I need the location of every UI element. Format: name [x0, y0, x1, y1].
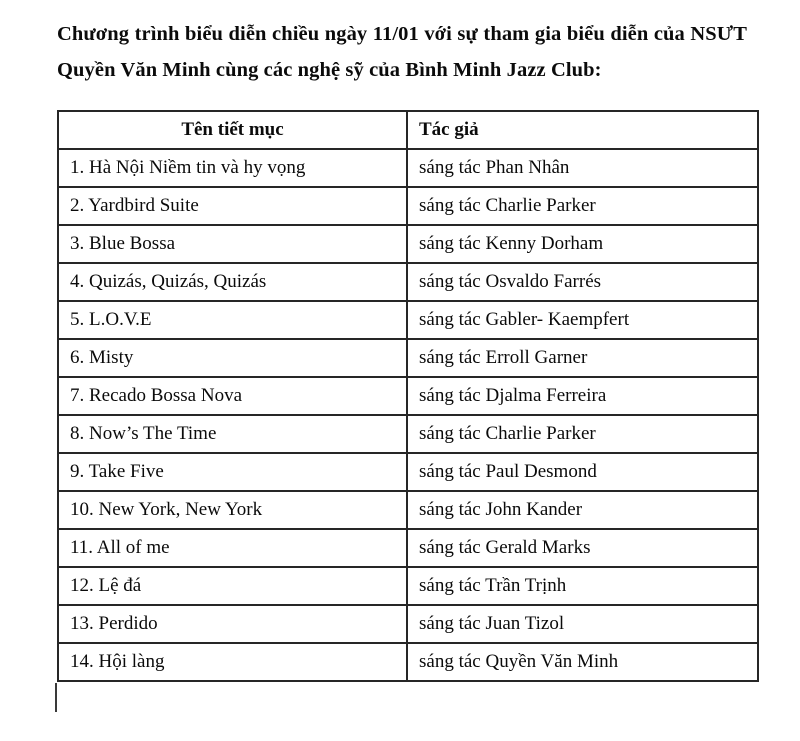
- table-row: [58, 605, 758, 643]
- table-row: [58, 415, 758, 453]
- column-header-author: Tác giả: [407, 111, 758, 149]
- program-heading: Chương trình biểu diễn chiều ngày 11/01 với sự tham gia biểu diễn của NSƯT Quyền Văn Minh cùng các nghệ sỹ của Bình Minh Jazz Club:: [57, 23, 747, 81]
- column-header-song: Tên tiết mục: [58, 111, 407, 149]
- song-cell: 5. L.O.V.E: [58, 301, 407, 339]
- table-row: [58, 301, 758, 339]
- table-row: [58, 453, 758, 491]
- song-cell: 10. New York, New York: [58, 491, 407, 529]
- author-cell: sáng tác Gabler- Kaempfert: [407, 301, 758, 339]
- song-table: [57, 110, 759, 682]
- author-cell: sáng tác Phan Nhân: [407, 149, 758, 187]
- table-row: [58, 339, 758, 377]
- table-row: [58, 491, 758, 529]
- song-cell: 11. All of me: [58, 529, 407, 567]
- song-cell: 4. Quizás, Quizás, Quizás: [58, 263, 407, 301]
- song-cell: 13. Perdido: [58, 605, 407, 643]
- author-cell: sáng tác John Kander: [407, 491, 758, 529]
- author-cell: sáng tác Osvaldo Farrés: [407, 263, 758, 301]
- table-row: [58, 149, 758, 187]
- table-row: [58, 643, 758, 681]
- table-row: [58, 187, 758, 225]
- song-cell: 2. Yardbird Suite: [58, 187, 407, 225]
- song-table-header: [58, 111, 758, 149]
- text-cursor: [55, 683, 57, 712]
- author-cell: sáng tác Kenny Dorham: [407, 225, 758, 263]
- author-cell: sáng tác Paul Desmond: [407, 453, 758, 491]
- author-cell: sáng tác Erroll Garner: [407, 339, 758, 377]
- song-cell: 9. Take Five: [58, 453, 407, 491]
- table-row: [58, 263, 758, 301]
- table-row: [58, 567, 758, 605]
- song-table-body: [58, 149, 758, 681]
- table-row: [58, 225, 758, 263]
- song-cell: 12. Lệ đá: [58, 567, 407, 605]
- song-cell: 3. Blue Bossa: [58, 225, 407, 263]
- author-cell: sáng tác Djalma Ferreira: [407, 377, 758, 415]
- table-row: [58, 529, 758, 567]
- song-cell: 7. Recado Bossa Nova: [58, 377, 407, 415]
- header-row: [58, 111, 758, 149]
- author-cell: sáng tác Charlie Parker: [407, 187, 758, 225]
- table-row: [58, 377, 758, 415]
- author-cell: sáng tác Quyền Văn Minh: [407, 643, 758, 681]
- author-cell: sáng tác Juan Tizol: [407, 605, 758, 643]
- author-cell: sáng tác Trần Trịnh: [407, 567, 758, 605]
- author-cell: sáng tác Gerald Marks: [407, 529, 758, 567]
- song-cell: 1. Hà Nội Niềm tin và hy vọng: [58, 149, 407, 187]
- song-cell: 8. Now’s The Time: [58, 415, 407, 453]
- song-cell: 6. Misty: [58, 339, 407, 377]
- song-cell: 14. Hội làng: [58, 643, 407, 681]
- author-cell: sáng tác Charlie Parker: [407, 415, 758, 453]
